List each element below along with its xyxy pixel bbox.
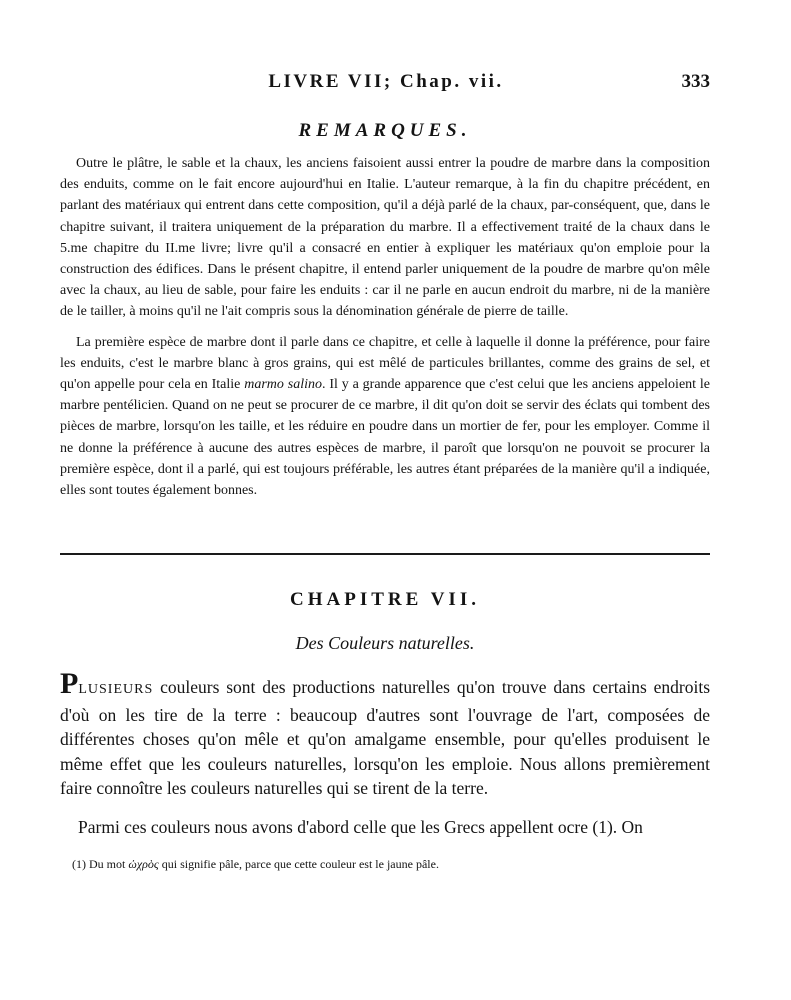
greek-word: ὠχρὸς [128,857,159,871]
remarques-paragraph-2-text: La première espèce de marbre dont il parle dans ce chapitre, et celle à laquelle il donne la préférence, pour faire les enduits, c'est le marbre blanc à gros grains, qui est mêlé de particules brillantes, comme des grains de sel, et qu'on appelle pour cela en Italie [60,334,710,393]
chapter-paragraph-1-text: couleurs sont des productions naturelles qu'on trouve dans certains endroits d'où on les tire de la terre : beaucoup d'autres sont l'ouvrage de l'art, composées de différentes choses qu'on mêle et qu'on amalgame ensemble, pour qu'elles produisent le même effet que les couleurs naturelles, lorsqu'on les emploie. Nous allons premièrement faire connoître les couleurs naturelles qui se tirent de la terre. [60,677,710,798]
footnote-text-end: qui signifie pâle, parce que cette couleur est le jaune pâle. [158,857,439,871]
footnote [72,856,712,872]
chapter-subtitle: Des Couleurs naturelles. [295,633,475,653]
running-head-title: LIVRE VII; Chap. vii. [268,71,504,92]
section-divider [60,553,710,555]
running-head [62,71,710,101]
remarques-paragraph-2-continued: . Il y a grande apparence que c'est celui que les anciens appeloient le marbre pentélicien. Quand on ne peut se procurer de ce marbre, il dit qu'on doit se servir des éclats qui tombent des pièces de marbre, lorsqu'on les taille, et les réduire en poudre dans un mortier de fer, pour les employer. Comme il ne donne la préférence à aucune des autres espèces de marbre, il paroît que lorsqu'on ne pouvoit se procurer la première espèce, dont il a parlé, qui est toujours préférable, les autres étant préparées de la manière qu'il a indiquée, elles sont toutes également bonnes. [60,377,710,499]
page-number: 333 [681,71,710,92]
chapter-paragraph-2: Parmi ces couleurs nous avons d'abord celle que les Grecs appellent ocre (1). On [78,816,643,837]
drop-cap: P [60,667,79,700]
chapter-paragraph-1 [60,667,710,801]
italic-term: marmo salino [244,377,322,393]
chapter-title: CHAPITRE VII. [290,589,480,610]
remarques-paragraph-1: Outre le plâtre, le sable et la chaux, les anciens faisoient aussi entrer la poudre de marbre dans la composition des enduits, comme on le fait encore aujourd'hui en Italie. L'auteur remarque, à la fin du chapitre précédent, en parlant des matériaux qui entrent dans cette composition, qu'il a déjà parlé de la chaux, par-conséquent, que, dans le chapitre suivant, il traitera uniquement de la préparation du marbre. Il a effectivement traité de la chaux dans le 5.me chapitre du II.me livre; livre qu'il a consacré en entier à expliquer les matériaux qu'on emploie pour la construction des édifices. Dans le présent chapitre, il entend parler uniquement de la poudre de marbre qu'on mêle avec la chaux, au lieu de sable, pour faire les enduits : car il ne parle en aucun endroit du marbre, ni de la manière de le tailler, à moins qu'il ne l'ait compris sous la dénomination générale de pierre de taille. [60,156,710,320]
remarques-paragraph-2 [60,332,710,502]
remarques-heading: REMARQUES. [298,120,472,141]
footnote-marker: (1) [72,857,86,871]
chapter-body [60,667,710,847]
remarques-body [60,153,710,510]
footnote-text-start: Du mot [86,857,129,871]
opening-smallcaps: LUSIEURS [78,682,154,697]
